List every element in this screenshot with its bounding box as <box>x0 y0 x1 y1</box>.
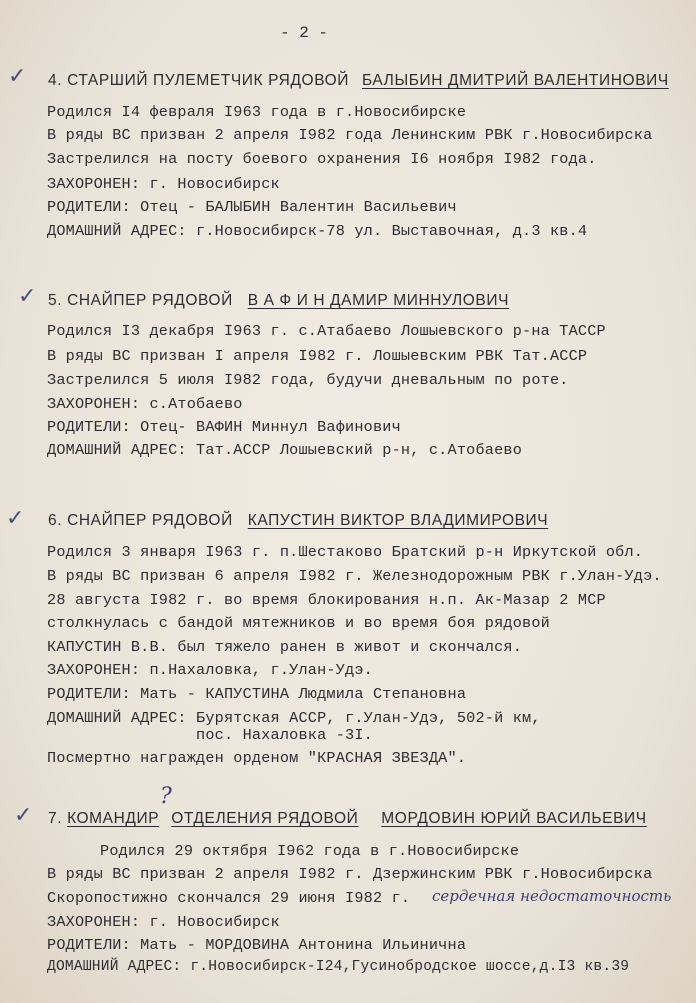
entry-line: ЗАХОРОНЕН: п.Нахаловка, г.Улан-Удэ. <box>47 661 373 679</box>
entry-line: ЗАХОРОНЕН: с.Атобаево <box>47 395 243 413</box>
entry-line: В ряды ВС призван 6 апреля I982 г. Железнодорожным РВК г.Улан-Удэ. <box>47 567 662 585</box>
entry-number: 4. <box>48 72 63 89</box>
entry-line: ЗАХОРОНЕН: г. Новосибирск <box>47 913 280 931</box>
entry-rank-part: КОМАНДИР <box>67 810 160 827</box>
entry-line: пос. Нахаловка -3I. <box>47 726 373 744</box>
entry-line: Родился I4 февраля I963 года в г.Новосибирске <box>47 103 467 121</box>
entry-line: Посмертно награжден орденом "КРАСНАЯ ЗВЕЗДА". <box>47 749 467 767</box>
check-mark-icon: ✓ <box>8 64 27 89</box>
question-mark-annotation: ? <box>160 784 172 809</box>
entry-name: БАЛЫБИН ДМИТРИЙ ВАЛЕНТИНОВИЧ <box>361 72 669 89</box>
entry-line: ДОМАШНИЙ АДРЕС: Бурятская АССР, г.Улан-Удэ, 502-й км, <box>47 709 541 727</box>
entry-line: Родился 3 января I963 г. п.Шестаково Братский р-н Иркутской обл. <box>47 543 644 561</box>
check-mark-icon: ✓ <box>18 284 37 309</box>
entry-line: РОДИТЕЛИ: Отец - БАЛЫБИН Валентин Васильевич <box>47 198 457 216</box>
entry-line: ЗАХОРОНЕН: г. Новосибирск <box>47 175 280 193</box>
entry-line: ДОМАШНИЙ АДРЕС: г.Новосибирск-78 ул. Выставочная, д.3 кв.4 <box>47 222 588 240</box>
entry-line: Застрелился на посту боевого охранения I6 ноября I982 года. <box>47 150 597 168</box>
entry-line: В ряды ВС призван 2 апреля I982 г. Дзержинским РВК г.Новосибирска <box>47 865 653 883</box>
entry-line: Родился I3 декабря I963 г. с.Атабаево Лошыевского р-на ТАССР <box>47 322 606 340</box>
entry-line: РОДИТЕЛИ: Отец- ВАФИН Миннул Вафинович <box>47 418 401 436</box>
entry-line: ДОМАШНИЙ АДРЕС: г.Новосибирск-I24,Гусинобродское шоссе,д.I3 кв.39 <box>47 959 630 975</box>
entry-line: Скоропостижно скончался 29 июня I982 г. <box>47 889 411 907</box>
entry-name: КАПУСТИН ВИКТОР ВЛАДИМИРОВИЧ <box>247 512 549 529</box>
entry-heading <box>48 292 509 310</box>
entry-line: В ряды ВС призван I апреля I982 г. Лошыевским РВК Тат.АССР <box>47 347 588 365</box>
entry-number: 5. <box>48 292 63 309</box>
entry-line: КАПУСТИН В.В. был тяжело ранен в живот и скончался. <box>47 638 523 656</box>
entry-name: В А Ф И Н ДАМИР МИННУЛОВИЧ <box>247 292 510 309</box>
page-number: - 2 - <box>280 24 329 42</box>
entry-number: 6. <box>48 512 63 529</box>
handwritten-annotation: сердечная недостаточность <box>432 887 672 905</box>
entry-rank-part: ОТДЕЛЕНИЯ РЯДОВОЙ <box>171 810 359 827</box>
entry-name: МОРДОВИН ЮРИЙ ВАСИЛЬЕВИЧ <box>381 810 647 827</box>
entry-rank: СНАЙПЕР РЯДОВОЙ <box>67 512 238 529</box>
entry-line: столкнулась с бандой мятежников и во время боя рядовой <box>47 614 550 632</box>
entry-number: 7. <box>48 810 63 827</box>
entry-line: РОДИТЕЛИ: Мать - МОРДОВИНА Антонина Ильинична <box>47 936 467 954</box>
check-mark-icon: ✓ <box>6 506 25 531</box>
entry-line: Застрелился 5 июля I982 года, будучи дневальным по роте. <box>47 371 569 389</box>
entry-line: 28 августа I982 г. во время блокирования н.п. Ак-Мазар 2 МСР <box>47 591 606 609</box>
entry-line: В ряды ВС призван 2 апреля I982 года Ленинским РВК г.Новосибирска <box>47 126 653 144</box>
entry-line: РОДИТЕЛИ: Мать - КАПУСТИНА Людмила Степановна <box>47 685 467 703</box>
entry-rank: СНАЙПЕР РЯДОВОЙ <box>67 292 238 309</box>
entry-heading <box>48 72 669 90</box>
entry-line: Родился 29 октября I962 года в г.Новосибирске <box>100 842 520 860</box>
entry-heading <box>48 810 647 828</box>
check-mark-icon: ✓ <box>14 803 33 828</box>
entry-rank: СТАРШИЙ ПУЛЕМЕТЧИК РЯДОВОЙ <box>67 72 350 89</box>
entry-heading <box>48 512 548 530</box>
entry-line: ДОМАШНИЙ АДРЕС: Тат.АССР Лошыевский р-н, с.Атобаево <box>47 441 523 459</box>
